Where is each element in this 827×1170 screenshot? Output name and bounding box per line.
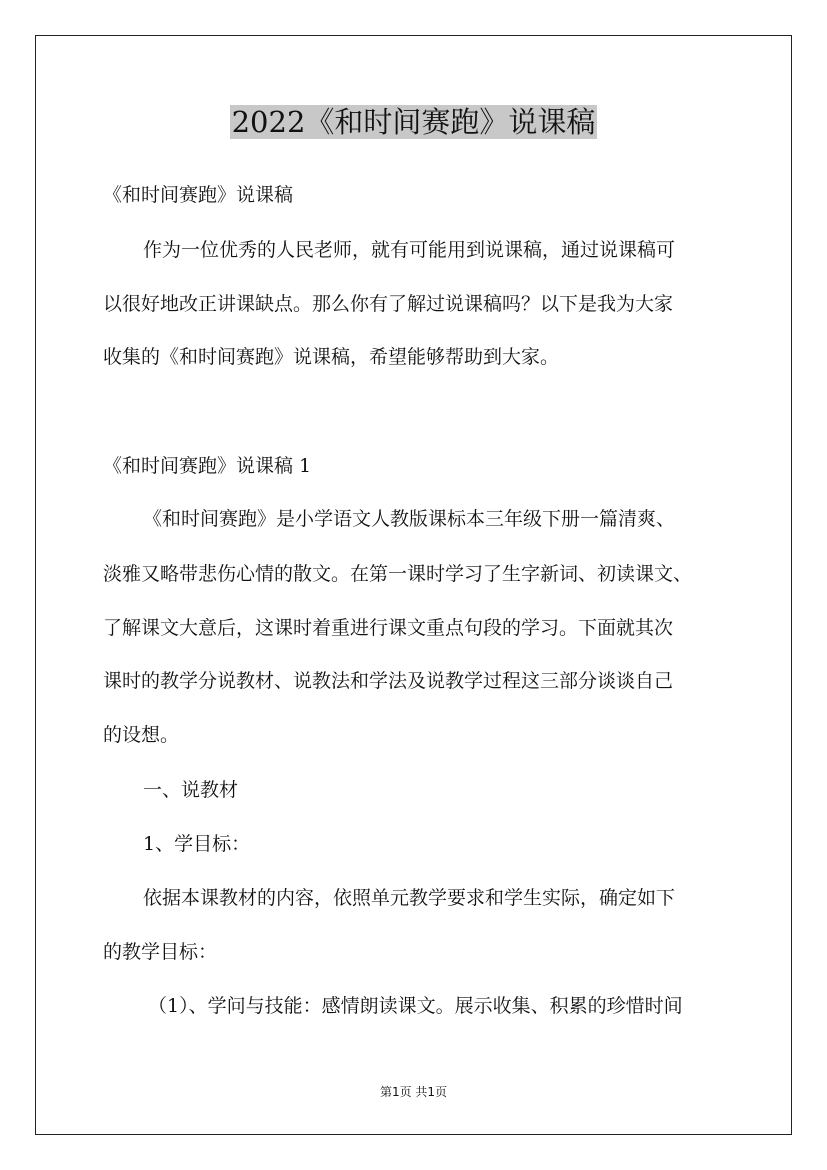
doc-subtitle: 《和时间赛跑》说课稿	[103, 184, 294, 206]
item-one-heading: 1、学目标：	[143, 833, 251, 855]
document-title	[0, 100, 827, 144]
intro-line-3: 收集的《和时间赛跑》说课稿，希望能够帮助到大家。	[103, 346, 560, 368]
body-line-2: 淡雅又略带悲伤心情的散文。在第一课时学习了生字新词、初读课文、	[103, 563, 693, 585]
section-heading: 《和时间赛跑》说课稿 1	[103, 455, 312, 477]
body-line-1: 《和时间赛跑》是小学语文人教版课标本三年级下册一篇清爽、	[143, 508, 676, 530]
body-line-3: 了解课文大意后，这课时着重进行课文重点句段的学习。下面就其次	[103, 617, 674, 639]
sub-item-line: （1）、学问与技能：感情朗读课文。展示收集、积累的珍惜时间	[148, 995, 683, 1017]
body-line-5: 的设想。	[103, 724, 180, 746]
goal-line-1: 依据本课教材的内容，依照单元教学要求和学生实际，确定如下	[143, 887, 676, 909]
page-footer: 第1页 共1页	[379, 1085, 448, 1099]
intro-line-1: 作为一位优秀的人民老师，就有可能用到说课稿，通过说课稿可	[143, 239, 676, 261]
intro-line-2: 以很好地改正讲课缺点。那么你有了解过说课稿吗？以下是我为大家	[103, 293, 674, 315]
part-one-heading: 一、说教材	[143, 779, 239, 801]
title-text: 2022《和时间赛跑》说课稿	[231, 105, 596, 139]
body-line-4: 课时的教学分说教材、说教法和学法及说教学过程这三部分谈谈自己	[103, 670, 674, 692]
goal-line-2: 的教学目标：	[103, 941, 218, 963]
